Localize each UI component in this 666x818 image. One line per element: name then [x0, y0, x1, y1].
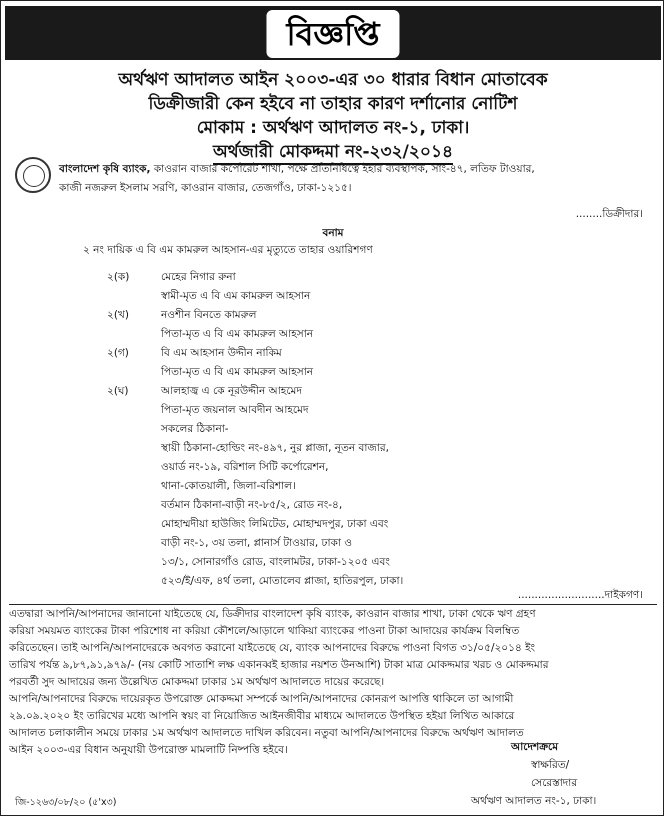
notice-body — [9, 606, 657, 759]
body-line: করিয়া সময়মত ব্যাংকের টাকা পরিশোধ না করিয়া কৌশলে/আড়ালে থাকিয়া ব্যাংকের পাওনা টাকা আদায়ের কার্যক্রম বিলম্বিত — [9, 625, 520, 637]
body-line: আদালত চলাকালীন সময়ে ঢাকার ১ম অর্থঋণ আদালতে দাখিল করিবেন। নতুবা আপনি/আপনাদের বিরুদ্ধে অর্থঋণ আদালত — [9, 727, 524, 739]
heir-name: বি এম আহসান উদ্দীন নাকিম — [161, 347, 282, 359]
present-address-line: ১৩/১, সোনারগাঁও রোড, বাংলামটর, ঢাকা-১২০৫ এবং — [161, 556, 390, 568]
heir-no: ২(খ) — [107, 309, 129, 321]
heirs-intro: ২ নং দায়িক এ বি এম কামরুল আহসান-এর মৃত্যুতে তাহার ওয়ারিশগণ — [83, 244, 373, 256]
notice-title: বিজ্ঞপ্তি — [266, 10, 399, 58]
bank-name: বাংলাদেশ কৃষি ব্যাংক, — [59, 163, 151, 175]
heir-no: ২(গ) — [107, 347, 129, 359]
court-line: মোকাম : অর্থঋণ আদালত নং-১, ঢাকা। — [196, 118, 470, 138]
permanent-address-line: ওয়ার্ড নং-১৯, বরিশাল সিটি কর্পোরেশন, — [161, 461, 329, 473]
heir-name: আলহাজ্ব এ কে নূরউদ্দীন আহমেদ — [161, 385, 302, 397]
case-number-text: অর্থজারী মোকদ্দমা নং-২৩২/২০১৪ — [213, 142, 453, 165]
present-address-line: ৫২৩/ই/এফ, ৪র্থ তলা, মোতালেব প্লাজা, হাতিরপুল, ঢাকা। — [161, 575, 404, 587]
bank-seal-icon — [15, 157, 51, 193]
title-banner — [5, 6, 661, 60]
signatory-court: অর্থঋণ আদালত নং-১, ঢাকা। — [471, 795, 597, 807]
heir-name: নওশীন বিনতে কামরুল — [161, 309, 257, 321]
address-heading: সকলের ঠিকানা- — [161, 423, 229, 435]
heir-relation: পিতা-মৃত এ বি এম কামরুল আহসান — [161, 366, 314, 378]
footer-code: জি-১২৬৩/০৮/২০ (৫'x৩) — [15, 797, 117, 808]
permanent-address-line: স্থায়ী ঠিকানা-হোল্ডিং নং-৪৯৭, নুর প্লাজা, নূতন বাজার, — [161, 442, 389, 454]
by-order-label: আদেশক্রমে — [511, 741, 559, 753]
bank-address-1: কাওরান বাজার কর্পোরেট শাখা, পক্ষে প্রতিনিধিত্বে ইহার ব্যবস্থাপক, সাং-৪৭, লতিফ টাওয়ার, — [153, 163, 535, 175]
body-line: এতদ্বারা আপনি/আপনাদের জানানো যাইতেছে যে, ডিক্রীদার বাংলাদেশ কৃষি ব্যাংক, কাওরান বাজার শাখা, ঢাকা থেকে ঋণ গ্রহণ — [9, 608, 536, 620]
present-address-line: বর্তমান ঠিকানা-বাড়ী নং-৮৫/২, রোড নং-৪, — [161, 499, 343, 511]
heading-line-2: ডিক্রীজারী কেন হইবে না তাহার কারণ দর্শানোর নোটিশ — [148, 94, 518, 114]
body-line: আপনি/আপনাদের বিরুদ্ধে দায়েরকৃত উপরোক্ত মোকদ্দমা সম্পর্কে আপনি/আপনাদের কোনরূপ আপত্তি থাকিলে তা আগামী — [9, 693, 514, 705]
body-line: পরবর্তী সুদ আদায়ের জন্য উল্লেখিত মোকদ্দমা ঢাকার ১ম অর্থঋণ আদালতে দায়ের করেছে। — [9, 676, 385, 688]
decree-holder-line-2: কাজী নজরুল ইসলাম সরণি, কাওরান বাজার, তেজগাঁও, ঢাকা-১২১৫। — [59, 182, 352, 194]
versus-label: বনাম — [322, 227, 344, 239]
heir-relation: পিতা-মৃত জয়নাল আবদীন আহমেদ — [161, 404, 309, 416]
signed-label: স্বাক্ষরিত/ — [531, 759, 570, 771]
body-line: তারিখ পর্যন্ত ৯,৮৭,৯১,৯৭৯/- (নয় কোটি সাতাশি লক্ষ একানব্বই হাজার নয়শত উনআশি) টাকা মাত্র মোকদ্দমার খরচ ও মোকদ্দমার — [9, 659, 549, 671]
decree-holder-line-1 — [59, 163, 535, 176]
section-divider — [9, 604, 657, 605]
heir-relation: পিতা-মৃত এ বি এম কামরুল আহসান — [161, 328, 314, 340]
permanent-address-line: থানা-কোতয়ালী, জিলা-বরিশাল। — [161, 480, 296, 492]
heir-relation: স্বামী-মৃত এ বি এম কামরুল আহসান — [161, 290, 311, 302]
body-line: করিতেছেন। তাই আপনি/আপনাদেরকে অবগত করানো যাইতেছে যে, ব্যাংক আপনাদের বিরুদ্ধে পাওনা বিগত ৩১/০৫/২০১৪ ইং — [9, 642, 536, 654]
present-address-line: বাড়ী নং-১, ৩য় তলা, প্লানার্স টাওয়ার, ঢাকা ও — [161, 537, 352, 549]
heir-name: মেহের নিগার রুনা — [161, 271, 236, 283]
signatory-title: সেরেস্তাদার — [531, 777, 578, 789]
debtor-role: ..........................দাইকগণ। — [517, 589, 643, 601]
heading-line-1: অর্থঋণ আদালত আইন ২০০৩-এর ৩০ ধারার বিধান মোতাবেক — [118, 70, 548, 90]
decree-holder-role: ........ডিক্রীদার। — [575, 208, 643, 220]
body-line: ২৯.০৯.২০২০ ইং তারিখের মধ্যে আপনি স্বয়ং বা নিয়োজিত আইনজীবীর মাধ্যমে আদালতে উপস্থিত হইয়া লিখিত আকারে — [9, 710, 515, 722]
heir-no: ২(ঘ) — [107, 385, 129, 397]
heir-no: ২(ক) — [107, 271, 130, 283]
present-address-line: মোহাম্মদীয়া হাউজিং লিমিটেড, মোহাম্মদপুর, ঢাকা এবং — [161, 518, 389, 530]
body-line: আইন ২০০৩-এর বিধান অনুযায়ী উপরোক্ত মামলাটি নিষ্পত্তি হইবে। — [9, 744, 288, 756]
